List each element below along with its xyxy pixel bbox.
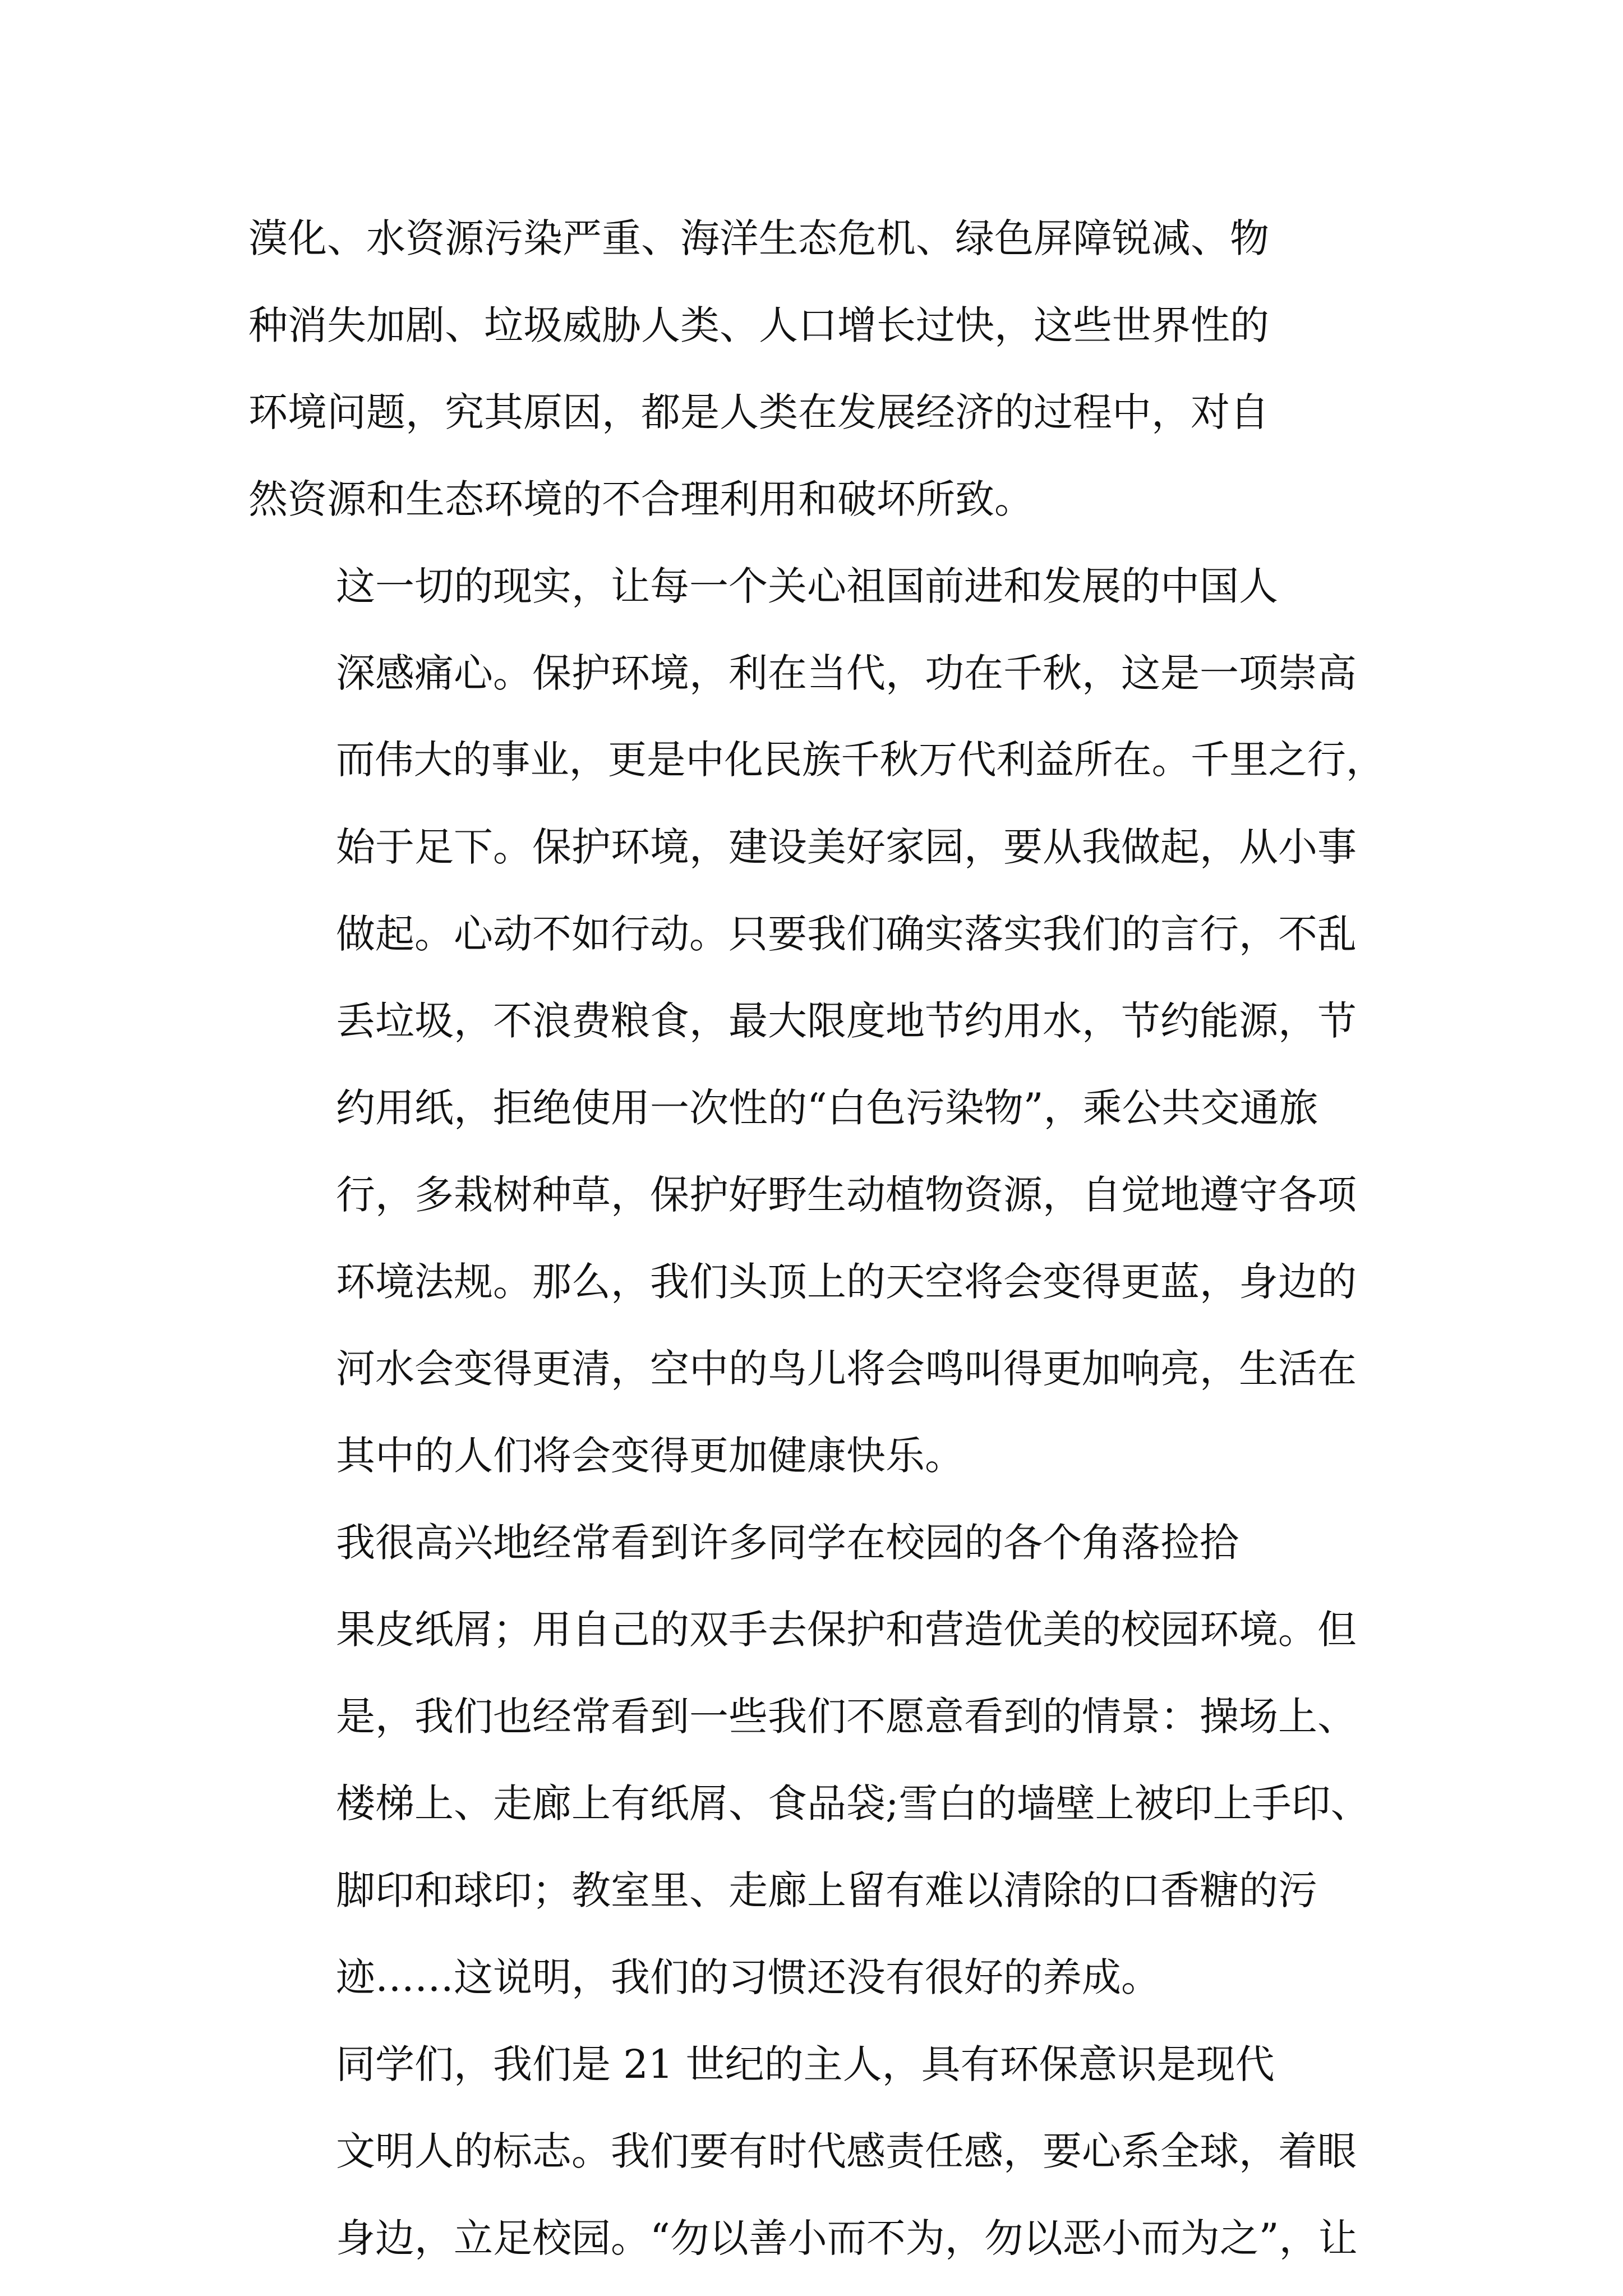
text-line: 是，我们也经常看到一些我们不愿意看到的情景：操场上、 <box>336 1694 1357 1740</box>
paragraph-4 <box>248 2021 1384 2282</box>
text-line: 果皮纸屑；用自己的双手去保护和营造优美的校园环境。但 <box>336 1607 1357 1653</box>
text-line: 我很高兴地经常看到许多同学在校园的各个角落捡拾 <box>336 1520 1239 1566</box>
text-line: 身边，立足校园。“勿以善小而不为，勿以恶小而为之”，让 <box>336 2215 1358 2261</box>
text-line: 丢垃圾，不浪费粮食，最大限度地节约用水，节约能源，节 <box>336 998 1357 1044</box>
paragraph-2 <box>248 543 1384 1499</box>
text-line: 深感痛心。保护环境，利在当代，功在千秋，这是一项崇高 <box>336 650 1357 696</box>
text-line: 始于足下。保护环境，建设美好家园，要从我做起，从小事 <box>336 824 1357 870</box>
paragraph-1 <box>248 195 1384 543</box>
text-line: 这一切的现实，让每一个关心祖国前进和发展的中国人 <box>336 563 1278 609</box>
text-line: 脚印和球印；教室里、走廊上留有难以清除的口香糖的污 <box>336 1867 1317 1913</box>
text-line: 漠化、水资源污染严重、海洋生态危机、绿色屏障锐减、物 <box>248 215 1269 261</box>
text-line: 行，多栽树种草，保护好野生动植物资源，自觉地遵守各项 <box>336 1172 1357 1218</box>
paragraph-3 <box>248 1499 1384 2021</box>
text-line: 迹……这说明，我们的习惯还没有很好的养成。 <box>336 1954 1160 2000</box>
text-line: 同学们，我们是 21 世纪的主人，具有环保意识是现代 <box>336 2041 1275 2087</box>
text-line: 然资源和生态环境的不合理利用和破坏所致。 <box>248 476 1034 522</box>
text-line: 环境法规。那么，我们头顶上的天空将会变得更蓝，身边的 <box>336 1259 1357 1305</box>
text-line: 环境问题，究其原因，都是人类在发展经济的过程中，对自 <box>248 389 1269 435</box>
text-line: 文明人的标志。我们要有时代感责任感，要心系全球，着眼 <box>336 2128 1357 2174</box>
text-line: 种消失加剧、垃圾威胁人类、人口增长过快，这些世界性的 <box>248 302 1269 348</box>
text-line: 河水会变得更清，空中的鸟儿将会鸣叫得更加响亮，生活在 <box>336 1346 1357 1392</box>
text-line: 而伟大的事业，更是中化民族千秋万代利益所在。千里之行， <box>336 738 1385 783</box>
document-body <box>248 195 1384 2282</box>
text-line: 楼梯上、走廊上有纸屑、食品袋;雪白的墙壁上被印上手印、 <box>336 1780 1370 1826</box>
text-line: 做起。心动不如行动。只要我们确实落实我们的言行，不乱 <box>336 911 1357 957</box>
text-line: 其中的人们将会变得更加健康快乐。 <box>336 1433 964 1479</box>
text-line: 约用纸，拒绝使用一次性的“白色污染物”，乘公共交通旅 <box>336 1085 1318 1131</box>
